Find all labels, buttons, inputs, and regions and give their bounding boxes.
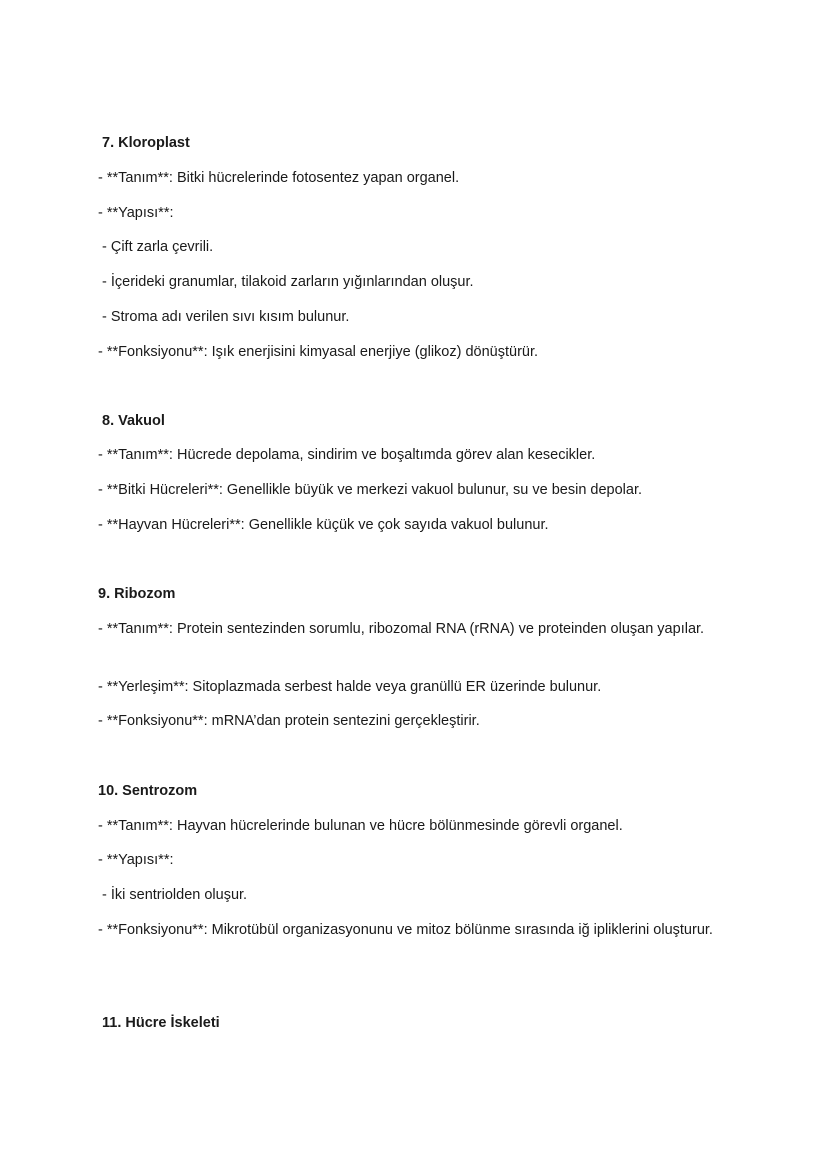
kloroplast-yapisi: - **Yapısı**:	[98, 205, 174, 221]
vakuol-bitki-hucreleri: - **Bitki Hücreleri**: Genellikle büyük ve merkezi vakuol bulunur, su ve besin depolar.	[98, 482, 643, 498]
sentrozom-tanim: - **Tanım**: Hayvan hücrelerinde bulunan ve hücre bölünmesinde görevli organel.	[98, 818, 623, 834]
section-heading-hucre-iskeleti: 11. Hücre İskeleti	[102, 1015, 220, 1031]
sentrozom-yapisi-item-1: - İki sentriolden oluşur.	[102, 887, 248, 903]
kloroplast-yapisi-item-2: - İçerideki granumlar, tilakoid zarların yığınlarından oluşur.	[102, 274, 474, 290]
section-heading-sentrozom: 10. Sentrozom	[98, 783, 198, 799]
kloroplast-yapisi-item-3: - Stroma adı verilen sıvı kısım bulunur.	[102, 309, 350, 325]
section-heading-ribozom: 9. Ribozom	[98, 586, 176, 602]
section-heading-vakuol: 8. Vakuol	[102, 413, 165, 429]
kloroplast-tanim: - **Tanım**: Bitki hücrelerinde fotosentez yapan organel.	[98, 170, 460, 186]
sentrozom-fonksiyonu: - **Fonksiyonu**: Mikrotübül organizasyonunu ve mitoz bölünme sırasında iğ ipliklerini oluşturur.	[98, 922, 713, 938]
kloroplast-yapisi-item-1: - Çift zarla çevrili.	[102, 239, 214, 255]
sentrozom-yapisi: - **Yapısı**:	[98, 852, 174, 868]
ribozom-tanim: - **Tanım**: Protein sentezinden sorumlu, ribozomal RNA (rRNA) ve proteinden oluşan yapılar.	[98, 621, 705, 637]
vakuol-hayvan-hucreleri: - **Hayvan Hücreleri**: Genellikle küçük ve çok sayıda vakuol bulunur.	[98, 517, 549, 533]
ribozom-yerlesim: - **Yerleşim**: Sitoplazmada serbest halde veya granüllü ER üzerinde bulunur.	[98, 679, 602, 695]
ribozom-fonksiyonu: - **Fonksiyonu**: mRNA’dan protein sentezini gerçekleştirir.	[98, 713, 480, 729]
section-heading-kloroplast: 7. Kloroplast	[102, 135, 190, 151]
kloroplast-fonksiyonu: - **Fonksiyonu**: Işık enerjisini kimyasal enerjiye (glikoz) dönüştürür.	[98, 344, 539, 360]
vakuol-tanim: - **Tanım**: Hücrede depolama, sindirim ve boşaltımda görev alan kesecikler.	[98, 447, 596, 463]
